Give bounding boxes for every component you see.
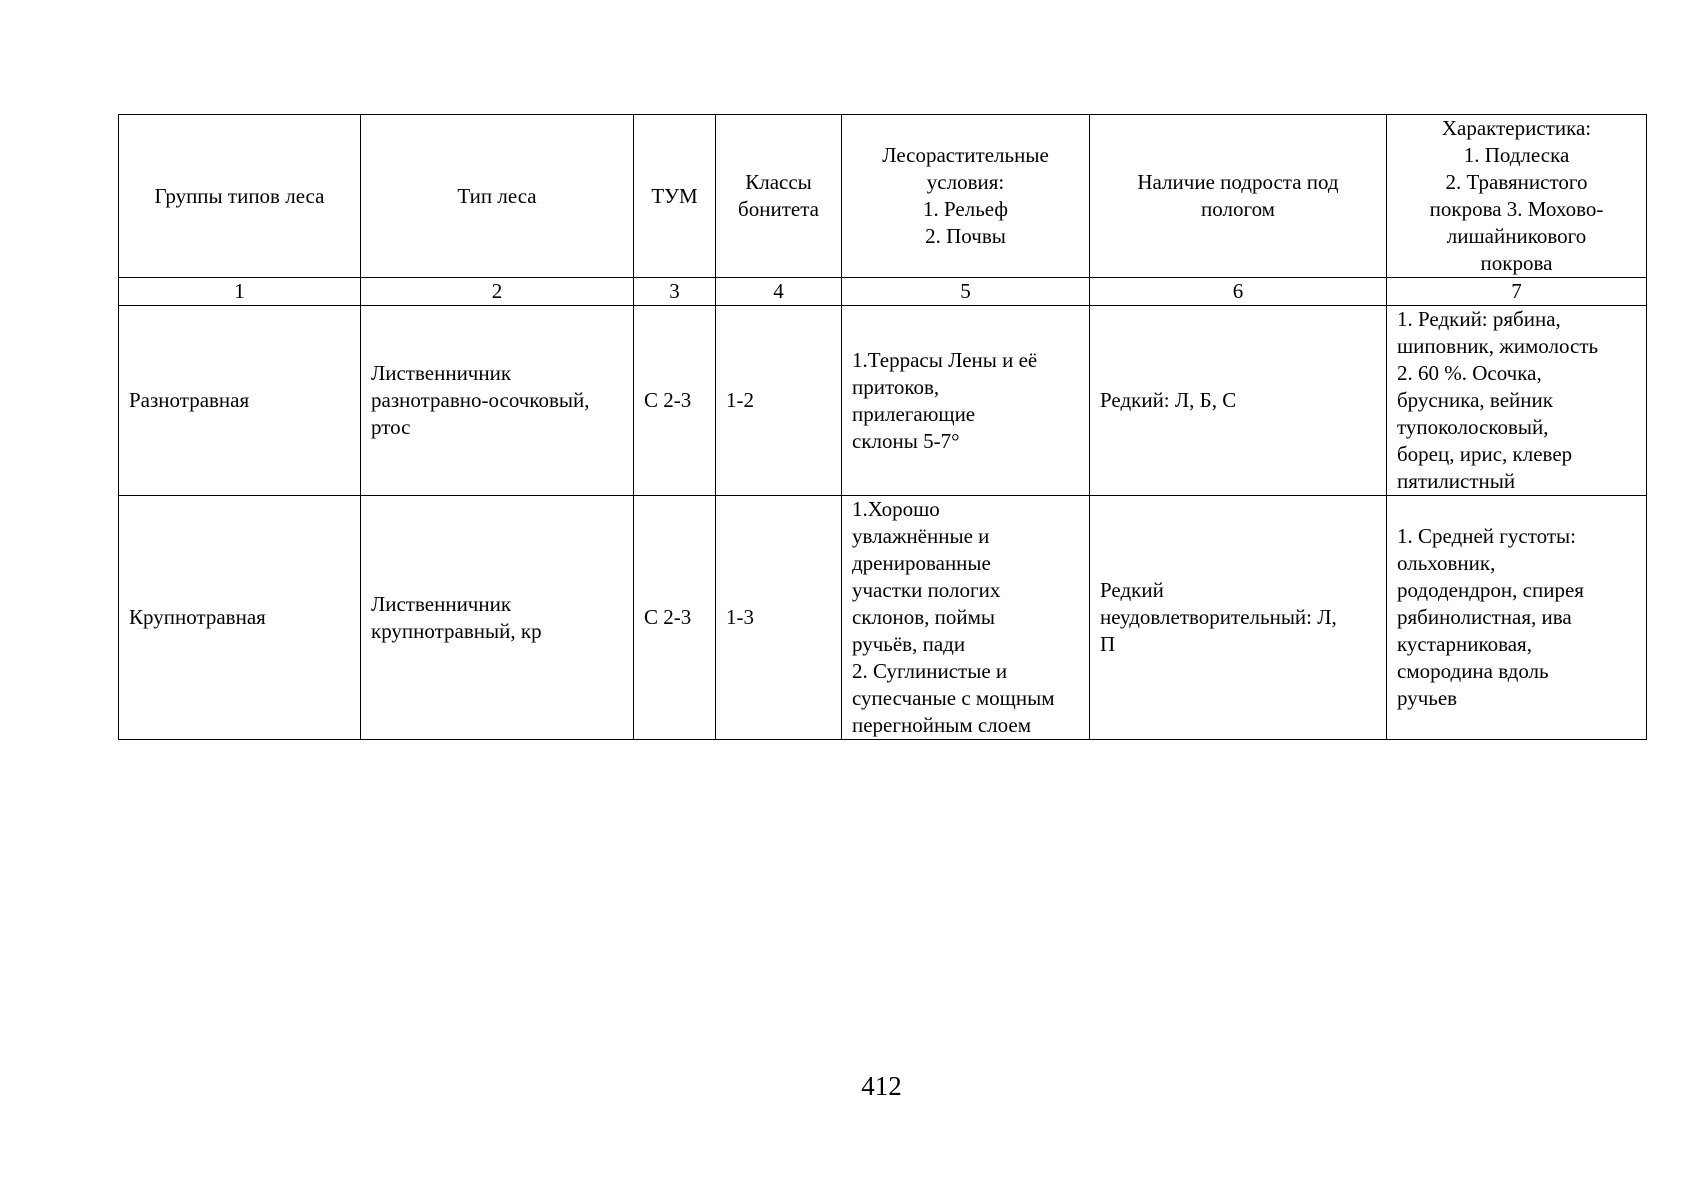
table-cell: С 2-3 bbox=[634, 306, 716, 496]
table-header-row bbox=[119, 115, 1647, 278]
table-cell: 1-2 bbox=[716, 306, 842, 496]
table-row bbox=[119, 496, 1647, 740]
table-row bbox=[119, 306, 1647, 496]
table-cell: Крупнотравная bbox=[119, 496, 361, 740]
table-cell: Редкий: Л, Б, С bbox=[1090, 306, 1387, 496]
column-number: 3 bbox=[634, 278, 716, 306]
table-cell: Лиственничник крупнотравный, кр bbox=[361, 496, 634, 740]
forest-types-table bbox=[118, 114, 1647, 740]
column-number: 2 bbox=[361, 278, 634, 306]
page-number: 412 bbox=[861, 1071, 902, 1101]
header-growing-conditions: Лесорастительные условия: 1. Рельеф 2. Почвы bbox=[842, 115, 1090, 278]
table-cell: Разнотравная bbox=[119, 306, 361, 496]
header-forest-type-groups: Группы типов леса bbox=[119, 115, 361, 278]
column-number: 6 bbox=[1090, 278, 1387, 306]
header-forest-type: Тип леса bbox=[361, 115, 634, 278]
table-cell: Лиственничник разнотравно-осочковый, ртос bbox=[361, 306, 634, 496]
table-cell: 1-3 bbox=[716, 496, 842, 740]
table-cell: Редкий неудовлетворительный: Л, П bbox=[1090, 496, 1387, 740]
header-characteristics: Характеристика: 1. Подлеска 2. Травянистого покрова 3. Мохово- лишайникового покрова bbox=[1387, 115, 1647, 278]
table-cell: 1.Хорошо увлажнённые и дренированные участки пологих склонов, поймы ручьёв, пади 2. Суглинистые и супесчаные с мощным перегнойным слоем bbox=[842, 496, 1090, 740]
table-cell: 1. Редкий: рябина, шиповник, жимолость 2. 60 %. Осочка, брусника, вейник тупоколосковый, борец, ирис, клевер пятилистный bbox=[1387, 306, 1647, 496]
column-number: 4 bbox=[716, 278, 842, 306]
header-undergrowth-presence: Наличие подроста под пологом bbox=[1090, 115, 1387, 278]
column-number: 5 bbox=[842, 278, 1090, 306]
table-cell: С 2-3 bbox=[634, 496, 716, 740]
column-number: 7 bbox=[1387, 278, 1647, 306]
header-bonitet-classes: Классы бонитета bbox=[716, 115, 842, 278]
header-tum: ТУМ bbox=[634, 115, 716, 278]
column-number-row bbox=[119, 278, 1647, 306]
table-cell: 1. Средней густоты: ольховник, рододендрон, спирея рябинолистная, ива кустарниковая, смородина вдоль ручьев bbox=[1387, 496, 1647, 740]
column-number: 1 bbox=[119, 278, 361, 306]
table-cell: 1.Террасы Лены и её притоков, прилегающие склоны 5-7° bbox=[842, 306, 1090, 496]
